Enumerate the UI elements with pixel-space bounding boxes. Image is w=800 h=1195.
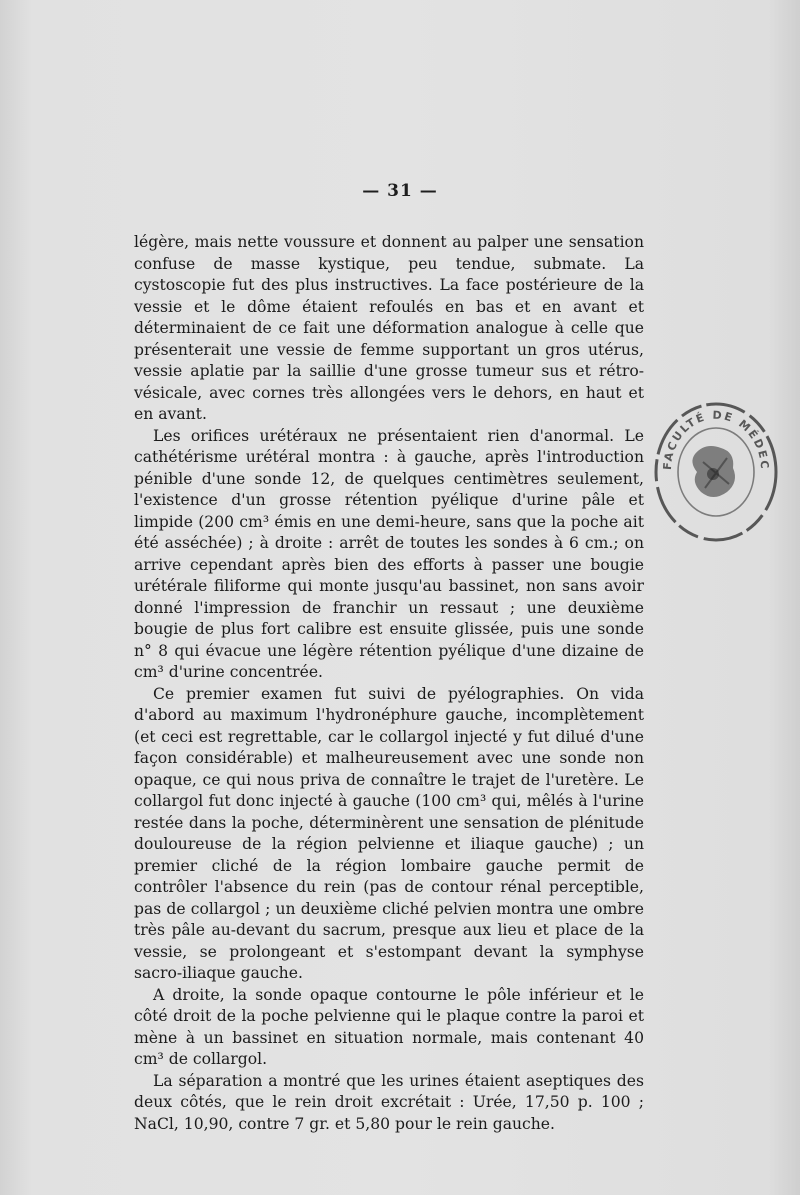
paragraph-2: Les orifices urétéraux ne présentaient rien d'anormal. Le cathétérisme urétéral montra : à gauche, après l'introduction pénible d'une sonde 12, de quelques centimètres seulement, l'existence d'un grosse rétention pyélique d'urine pâle et limpide (200 cm³ émis en une demi-heure, sans que la poche ait été asséchée) ; à droite : arrêt de toutes les sondes à 6 cm.; on arrive cependant après bien des efforts à passer une bougie urétérale filiforme qui monte jusqu'au bassinet, non sans avoir donné l'impression de franchir un ressaut ; une deuxième bougie de plus fort calibre est ensuite glissée, puis une sonde n° 8 qui évacue une légère rétention pyélique d'une dizaine de cm³ d'urine concentrée. (134, 426, 644, 681)
stamp-text: FACULTÉ DE MÉDEC (660, 408, 772, 471)
page-number: — 31 — (362, 181, 438, 201)
paragraph-5: La séparation a montré que les urines étaient aseptiques des deux côtés, que le rein droit excrétait : Urée, 17,50 p. 100 ; NaCl, 10,90, contre 7 gr. et 5,80 pour le rein gauche. (134, 1071, 644, 1133)
paragraph-3: Ce premier examen fut suivi de pyélographies. On vida d'abord au maximum l'hydronéphure gauche, incomplètement (et ceci est regrettable, car le collargol injecté y fut dilué d'une façon considérable) et malheureusement avec une sonde non opaque, ce qui nous priva de connaître le trajet de l'uretère. Le collargol fut donc injecté à gauche (100 cm³ qui, mêlés à l'urine restée dans la poche, déterminèrent une sensation de plénitude douloureuse de la région pelvienne et iliaque gauche) ; un premier cliché de la région lombaire gauche permit de contrôler l'absence du rein (pas de contour rénal perceptible, pas de collargol ; un deuxième cliché pelvien montra une ombre très pâle au-devant du sacrum, presque aux lieu et place de la vessie, se prolongeant et s'estompant devant la symphyse sacro-iliaque gauche. (134, 684, 644, 982)
stamp-seal-icon (643, 392, 783, 552)
paragraph-4: A droite, la sonde opaque contourne le pôle inférieur et le côté droit de la poche pelvienne qui le plaque contre la paroi et mène à un bassinet en situation normale, mais contenant 40 cm³ de collargol. (134, 985, 644, 1068)
paragraph-1: légère, mais nette voussure et donnent au palper une sensation confuse de masse kystique, peu tendue, submate. La cystoscopie fut des plus instructives. La face postérieure de la vessie et le dôme étaient refoulés en bas et en avant et déterminaient de ce fait une déformation analogue à celle que présenterait une vessie de femme supportant un gros utérus, vessie aplatie par la saillie d'une grosse tumeur sus et rétro-vésicale, avec cornes très allongées vers le dehors, en haut et en avant. (134, 233, 644, 423)
body-text (134, 232, 644, 1135)
library-stamp (643, 392, 783, 552)
